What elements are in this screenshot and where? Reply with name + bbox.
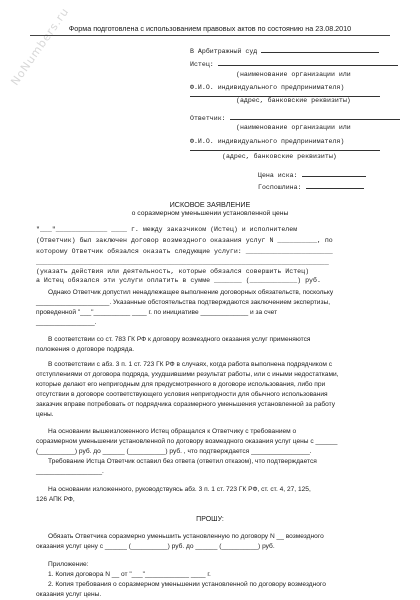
defendant-hint-3: (адрес, банковские реквизиты)	[222, 153, 337, 160]
request-line-1: Обязать Ответчика соразмерно уменьшить установленную по договору N __ возмездного	[48, 533, 324, 540]
p6-line-1: На основании изложенного, руководствуясь абз. 3 п. 1 ст. 723 ГК РФ, ст. ст. 4, 27, 125,	[48, 486, 311, 493]
p3-line-2: положения о договоре подряда.	[36, 346, 135, 353]
p5-line-2: соразмерном уменьшении установленной по договору возмездного оказания услуг цены с ______	[36, 438, 338, 445]
claim-price-line: Цена иска:	[258, 169, 366, 179]
plaintiff-hint-2: Ф.И.О. индивидуального предпринимателя)	[190, 84, 345, 91]
header-divider	[30, 35, 390, 36]
p1-line-5: (указать действия или деятельность, которые обязался совершить Истец)	[36, 268, 310, 275]
p2-line-1: Однако Ответчик допустил ненадлежащее выполнение договорных обязательств, поскольку	[48, 289, 334, 296]
p5-line-5: __________________.	[36, 468, 104, 475]
request-title: ПРОШУ:	[196, 516, 224, 523]
p5-line-1: На основании вышеизложенного Истец обращался к Ответчику с требованием о	[48, 428, 297, 435]
p5-line-4: Требование Истца Ответчик оставил без ответа (ответил отказом), что подтверждается	[48, 458, 317, 465]
appendix-item-2-line-1: 2. Копия требования о соразмерном уменьшении установленной по договору возмездного	[48, 581, 326, 588]
plaintiff-hint-1: (наименование организации или	[236, 71, 351, 78]
header-note: Форма подготовлена с использованием правовых актов по состоянию на 23.08.2010	[68, 24, 352, 33]
p6-line-2: 126 АПК РФ,	[36, 496, 75, 503]
defendant-line: Ответчик:	[190, 112, 400, 122]
defendant-hint-1: (наименование организации или	[236, 124, 351, 131]
p5-line-3: (__________) руб. до ______ (__________) руб. , что подтверждается ________________.	[36, 448, 312, 455]
defendant-hint-2: Ф.И.О. индивидуального предпринимателя)	[190, 138, 345, 145]
p4-line-3: которые делают его непригодным для предусмотренного в договоре использования, либо при	[36, 381, 326, 388]
p4-line-6: цены.	[36, 411, 54, 418]
p1-line-1: "___"_____________ ____ г. между заказчиком (Истец) и исполнителем	[36, 226, 298, 233]
p1-line-2: (Ответчик) был заключен договор возмездного оказания услуг N __________, по	[36, 237, 333, 244]
p1-line-6: а Истец обязался эти услуги оплатить в сумме _______ (____________) руб.	[36, 277, 321, 284]
plaintiff-hint-3: (адрес, банковские реквизиты)	[236, 97, 351, 104]
p4-line-1: В соответствии с абз. 3 п. 1 ст. 723 ГК РФ в случаях, когда работа выполнена подрядчиком с	[48, 361, 333, 368]
p4-line-4: отсутствии в договоре соответствующего условия непригодности для обычного использования	[36, 391, 328, 398]
p2-line-2: ____________________. Указанные обстоятельства подтверждаются заключением экспертизы,	[36, 299, 331, 306]
document-title: ИСКОВОЕ ЗАЯВЛЕНИЕ	[169, 200, 251, 209]
p4-line-2: отступлениями от договора подряда, ухудшившими результат работы, или с иными недостатками,	[36, 371, 339, 378]
p1-line-3: которому Ответчик обязался оказать следующие услуги: ______________________	[36, 248, 333, 255]
state-fee-line: Госпошлина:	[258, 181, 364, 191]
p1-line-4: __________________________________________________________________________	[36, 259, 329, 266]
appendix-item-2-line-2: оказания услуг цены.	[36, 591, 102, 598]
appendix-item-1: 1. Копия договора N __ от "___"____________ ____ г.	[48, 571, 211, 578]
plaintiff-line: Истец:	[190, 58, 398, 68]
p4-line-5: заказчик вправе потребовать от подрядчика соразмерного уменьшения установленной за работу	[36, 401, 336, 408]
document-subtitle: о соразмерном уменьшении установленной цены	[131, 210, 289, 217]
p3-line-1: В соответствии со ст. 783 ГК РФ к договору возмездного оказания услуг применяются	[48, 336, 311, 343]
watermark: NoNumbers.ru	[8, 5, 72, 88]
request-line-2: оказания услуг цену с ______ (__________) руб. до ______ (__________) руб.	[36, 543, 275, 550]
court-line: В Арбитражный суд	[190, 45, 379, 55]
appendix-title: Приложение:	[48, 561, 89, 568]
defendant-address-rule	[190, 150, 380, 151]
p2-line-3: проведенной "___"__________ ____ г. по инициативе _____________ и за счет	[36, 309, 278, 316]
p2-line-4: ________________.	[36, 319, 97, 326]
